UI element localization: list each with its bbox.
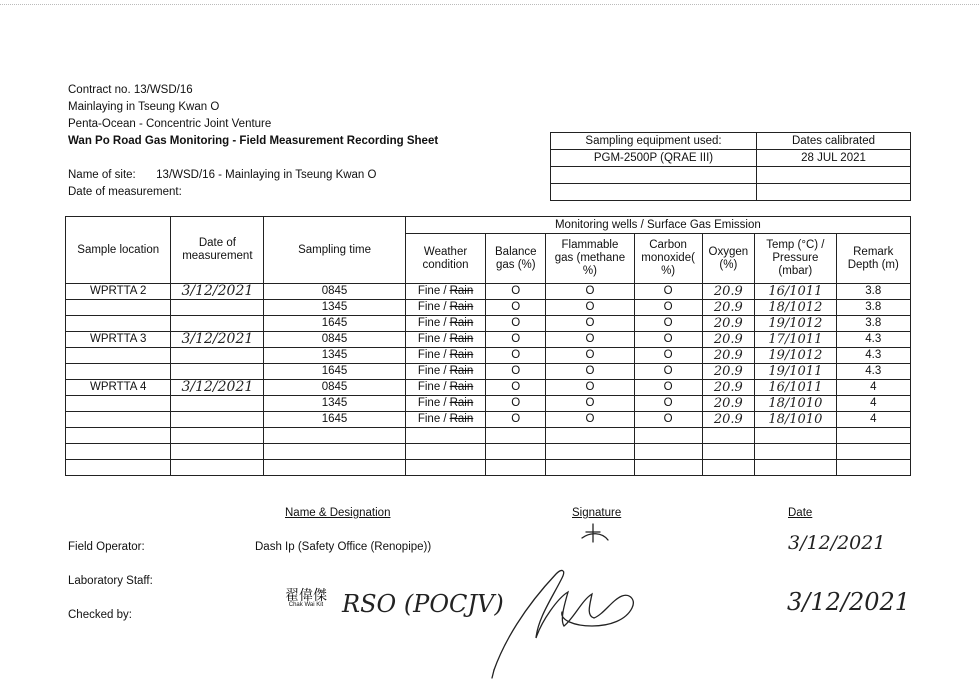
empty-cell [264,428,405,444]
top-dotted-line [0,4,979,5]
cell-time: 1345 [264,348,405,364]
header-flammable: Flammable gas (methane %) [546,234,634,284]
sheet-title: Wan Po Road Gas Monitoring - Field Measurement Recording Sheet [68,135,439,147]
project-name: Mainlaying in Tseung Kwan O [68,101,220,113]
cell-weather [405,396,486,412]
cell-weather [405,332,486,348]
cell-carbon: O [634,412,702,428]
cell-temp: 18/1012 [755,300,836,316]
name-designation-header: Name & Designation [285,507,391,519]
laboratory-staff-label: Laboratory Staff: [68,575,153,587]
table-row [66,348,911,364]
equipment-empty-cell [757,184,911,201]
operator-initial-mark [582,524,608,542]
cell-balance: O [486,396,546,412]
cell-carbon: O [634,396,702,412]
measurement-table [65,216,911,476]
empty-cell [66,444,171,460]
cell-balance: O [486,284,546,300]
weather-rain-struck: Rain [449,381,474,393]
cell-location [66,300,171,316]
table-row [66,316,911,332]
empty-cell [546,444,634,460]
empty-cell [405,444,486,460]
cell-remark: 4 [836,396,910,412]
equipment-header: Sampling equipment used: [551,133,757,150]
signature-scribbles [470,520,720,680]
empty-cell [634,428,702,444]
site-value: 13/WSD/16 - Mainlaying in Tseung Kwan O [156,169,377,181]
empty-cell [486,428,546,444]
signature-header: Signature [572,507,622,519]
equipment-empty-cell [551,167,757,184]
header-weather: Weather condition [405,234,486,284]
table-row [66,380,911,396]
cell-location: WPRTTA 4 [66,380,171,396]
weather-fine: Fine / [417,333,447,345]
cell-location [66,348,171,364]
weather-rain-struck: Rain [449,317,474,329]
cell-oxygen: 20.9 [702,364,755,380]
header-sample-location: Sample location [66,217,171,284]
empty-cell [66,460,171,476]
calibrated-value: 28 JUL 2021 [757,150,911,167]
cell-oxygen: 20.9 [702,348,755,364]
cell-balance: O [486,348,546,364]
cell-temp: 19/1012 [755,316,836,332]
cell-balance: O [486,332,546,348]
cell-date: 3/12/2021 [171,380,264,396]
weather-rain-struck: Rain [449,349,474,361]
cell-date [171,412,264,428]
cell-location [66,364,171,380]
weather-fine: Fine / [417,381,447,393]
cell-remark: 4.3 [836,332,910,348]
cell-date [171,316,264,332]
cell-flammable: O [546,396,634,412]
cell-location: WPRTTA 2 [66,284,171,300]
header-sampling-time: Sampling time [264,217,405,284]
field-operator-label: Field Operator: [68,541,145,553]
empty-cell [755,444,836,460]
weather-fine: Fine / [417,397,447,409]
header-date: Date of measurement [171,217,264,284]
cell-date [171,300,264,316]
weather-rain-struck: Rain [449,301,474,313]
cell-time: 1645 [264,412,405,428]
cell-carbon: O [634,348,702,364]
equipment-value: PGM-2500P (QRAE III) [551,150,757,167]
cell-location [66,396,171,412]
cell-date: 3/12/2021 [171,332,264,348]
table-row [66,332,911,348]
empty-cell [171,444,264,460]
cell-temp: 17/1011 [755,332,836,348]
empty-cell [264,460,405,476]
cell-time: 0845 [264,284,405,300]
empty-cell [171,460,264,476]
cell-carbon: O [634,364,702,380]
weather-fine: Fine / [417,301,447,313]
calibrated-header: Dates calibrated [757,133,911,150]
weather-rain-struck: Rain [449,333,474,345]
equipment-empty-cell [551,184,757,201]
table-row [66,300,911,316]
empty-cell [755,428,836,444]
checked-name-roman: Chak Wai Kit [288,602,324,608]
date-header: Date [788,507,813,519]
site-info [68,167,376,201]
cell-oxygen: 20.9 [702,300,755,316]
checked-by-label: Checked by: [68,609,132,621]
cell-weather [405,284,486,300]
document-header [68,82,438,150]
cell-flammable: O [546,412,634,428]
empty-cell [486,460,546,476]
cell-remark: 3.8 [836,316,910,332]
table-row [66,364,911,380]
checked-designation: RSO (POCJV) [342,590,504,618]
cell-remark: 3.8 [836,300,910,316]
checked-name-stamp [285,588,327,609]
cell-flammable: O [546,316,634,332]
cell-oxygen: 20.9 [702,412,755,428]
cell-weather [405,348,486,364]
cell-weather [405,316,486,332]
empty-cell [836,428,910,444]
table-row [66,284,911,300]
cell-date: 3/12/2021 [171,284,264,300]
cell-location [66,316,171,332]
cell-carbon: O [634,300,702,316]
empty-cell [66,428,171,444]
empty-cell [486,444,546,460]
cell-balance: O [486,380,546,396]
empty-cell [836,460,910,476]
equipment-table [550,132,911,201]
empty-cell [634,460,702,476]
cell-balance: O [486,412,546,428]
empty-cell [836,444,910,460]
cell-balance: O [486,364,546,380]
header-balance: Balance gas (%) [486,234,546,284]
equipment-empty-cell [757,167,911,184]
cell-time: 1645 [264,316,405,332]
cell-flammable: O [546,380,634,396]
header-remark: Remark Depth (m) [836,234,910,284]
date-of-measurement-label: Date of measurement: [68,186,182,198]
header-group: Monitoring wells / Surface Gas Emission [405,217,910,234]
cell-remark: 4.3 [836,348,910,364]
header-oxygen: Oxygen (%) [702,234,755,284]
weather-rain-struck: Rain [449,413,474,425]
cell-carbon: O [634,316,702,332]
weather-fine: Fine / [417,413,447,425]
contract-number: Contract no. 13/WSD/16 [68,84,193,96]
cell-carbon: O [634,380,702,396]
cell-temp: 18/1010 [755,412,836,428]
cell-weather [405,412,486,428]
cell-temp: 19/1011 [755,364,836,380]
cell-flammable: O [546,348,634,364]
cell-flammable: O [546,332,634,348]
checker-signature [494,571,633,670]
empty-cell [546,428,634,444]
cell-remark: 3.8 [836,284,910,300]
weather-rain-struck: Rain [449,397,474,409]
header-temp: Temp (°C) / Pressure (mbar) [755,234,836,284]
contractor-name: Penta-Ocean - Concentric Joint Venture [68,118,272,130]
cell-remark: 4 [836,380,910,396]
cell-weather [405,364,486,380]
cell-temp: 16/1011 [755,284,836,300]
weather-fine: Fine / [417,285,447,297]
weather-fine: Fine / [417,349,447,361]
field-operator-name: Dash Ip (Safety Office (Renopipe)) [255,541,432,553]
cell-date [171,396,264,412]
cell-location: WPRTTA 3 [66,332,171,348]
cell-time: 0845 [264,380,405,396]
cell-date [171,364,264,380]
cell-weather [405,380,486,396]
weather-rain-struck: Rain [449,365,474,377]
cell-date [171,348,264,364]
cell-flammable: O [546,300,634,316]
cell-time: 1345 [264,300,405,316]
empty-cell [171,428,264,444]
field-operator-date: 3/12/2021 [788,532,886,554]
empty-cell [546,460,634,476]
empty-cell [405,428,486,444]
empty-cell [702,444,755,460]
cell-carbon: O [634,284,702,300]
table-row-empty [66,460,911,476]
cell-temp: 18/1010 [755,396,836,412]
table-row-empty [66,428,911,444]
cell-temp: 19/1012 [755,348,836,364]
cell-location [66,412,171,428]
cell-oxygen: 20.9 [702,332,755,348]
cell-oxygen: 20.9 [702,396,755,412]
checked-name-chinese: 翟偉傑 [285,587,327,603]
cell-balance: O [486,300,546,316]
weather-fine: Fine / [417,365,447,377]
cell-time: 1345 [264,396,405,412]
cell-time: 0845 [264,332,405,348]
cell-time: 1645 [264,364,405,380]
cell-remark: 4 [836,412,910,428]
cell-flammable: O [546,284,634,300]
cell-carbon: O [634,332,702,348]
weather-rain-struck: Rain [449,285,474,297]
cell-oxygen: 20.9 [702,284,755,300]
header-carbon: Carbon monoxide( %) [634,234,702,284]
cell-weather [405,300,486,316]
empty-cell [755,460,836,476]
empty-cell [702,460,755,476]
empty-cell [405,460,486,476]
table-row [66,396,911,412]
weather-fine: Fine / [417,317,447,329]
cell-balance: O [486,316,546,332]
site-label: Name of site: [68,169,136,181]
empty-cell [634,444,702,460]
cell-flammable: O [546,364,634,380]
empty-cell [264,444,405,460]
cell-oxygen: 20.9 [702,316,755,332]
table-row [66,412,911,428]
checked-date: 3/12/2021 [787,588,911,616]
cell-oxygen: 20.9 [702,380,755,396]
table-row-empty [66,444,911,460]
empty-cell [702,428,755,444]
cell-remark: 4.3 [836,364,910,380]
cell-temp: 16/1011 [755,380,836,396]
